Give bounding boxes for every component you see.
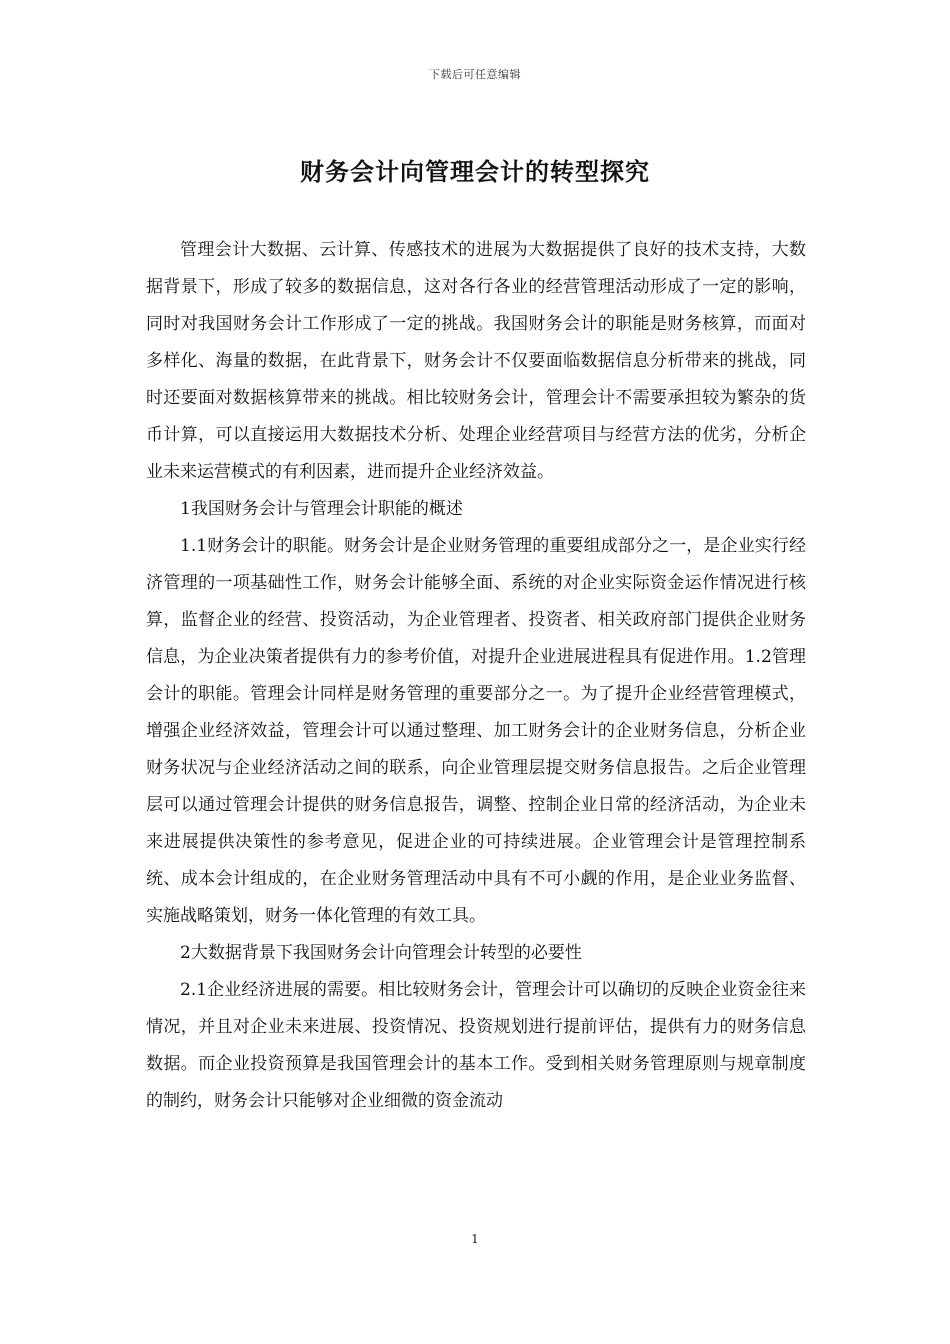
section-heading-2: 2大数据背景下我国财务会计向管理会计转型的必要性 [180, 943, 582, 963]
paragraph-intro: 管理会计大数据、云计算、传感技术的进展为大数据提供了良好的技术支持，大数据背景下，形成了较多的数据信息，这对各行各业的经营管理活动形成了一定的影响，同时对我国财务会计工作形成了一定的挑战。我国财务会计的职能是财务核算，而面对多样化、海量的数据，在此背景下，财务会计不仅要面临数据信息分析带来的挑战，同时还要面对数据核算带来的挑战。相比较财务会计，管理会计不需要承担较为繁杂的货币计算，可以直接运用大数据技术分析、处理企业经营项目与经营方法的优劣，分析企业未来运营模式的有利因素，进而提升企业经济效益。 [146, 240, 806, 482]
paragraph-section-1: 1.1财务会计的职能。财务会计是企业财务管理的重要组成部分之一，是企业实行经济管理的一项基础性工作，财务会计能够全面、系统的对企业实际资金运作情况进行核算，监督企业的经营、投资活动，为企业管理者、投资者、相关政府部门提供企业财务信息，为企业决策者提供有力的参考价值，对提升企业进展进程具有促进作用。1.2管理会计的职能。管理会计同样是财务管理的重要部分之一。为了提升企业经营管理模式，增强企业经济效益，管理会计可以通过整理、加工财务会计的企业财务信息，分析企业财务状况与企业经济活动之间的联系，向企业管理层提交财务信息报告。之后企业管理层可以通过管理会计提供的财务信息报告，调整、控制企业日常的经济活动，为企业未来进展提供决策性的参考意见，促进企业的可持续进展。企业管理会计是管理控制系统、成本会计组成的，在企业财务管理活动中具有不可小觑的作用，是企业业务监督、实施战略策划，财务一体化管理的有效工具。 [146, 536, 806, 926]
page-header: 下载后可任意编辑 [429, 68, 521, 81]
document-body [146, 232, 806, 1120]
section-heading-1: 1我国财务会计与管理会计职能的概述 [180, 499, 463, 519]
document-title: 财务会计向管理会计的转型探究 [300, 157, 650, 186]
page-number: 1 [471, 1232, 479, 1246]
paragraph-section-2: 2.1企业经济进展的需要。相比较财务会计，管理会计可以确切的反映企业资金往来情况，并且对企业未来进展、投资情况、投资规划进行提前评估，提供有力的财务信息数据。而企业投资预算是我国管理会计的基本工作。受到相关财务管理原则与规章制度的制约，财务会计只能够对企业细微的资金流动 [146, 980, 806, 1111]
